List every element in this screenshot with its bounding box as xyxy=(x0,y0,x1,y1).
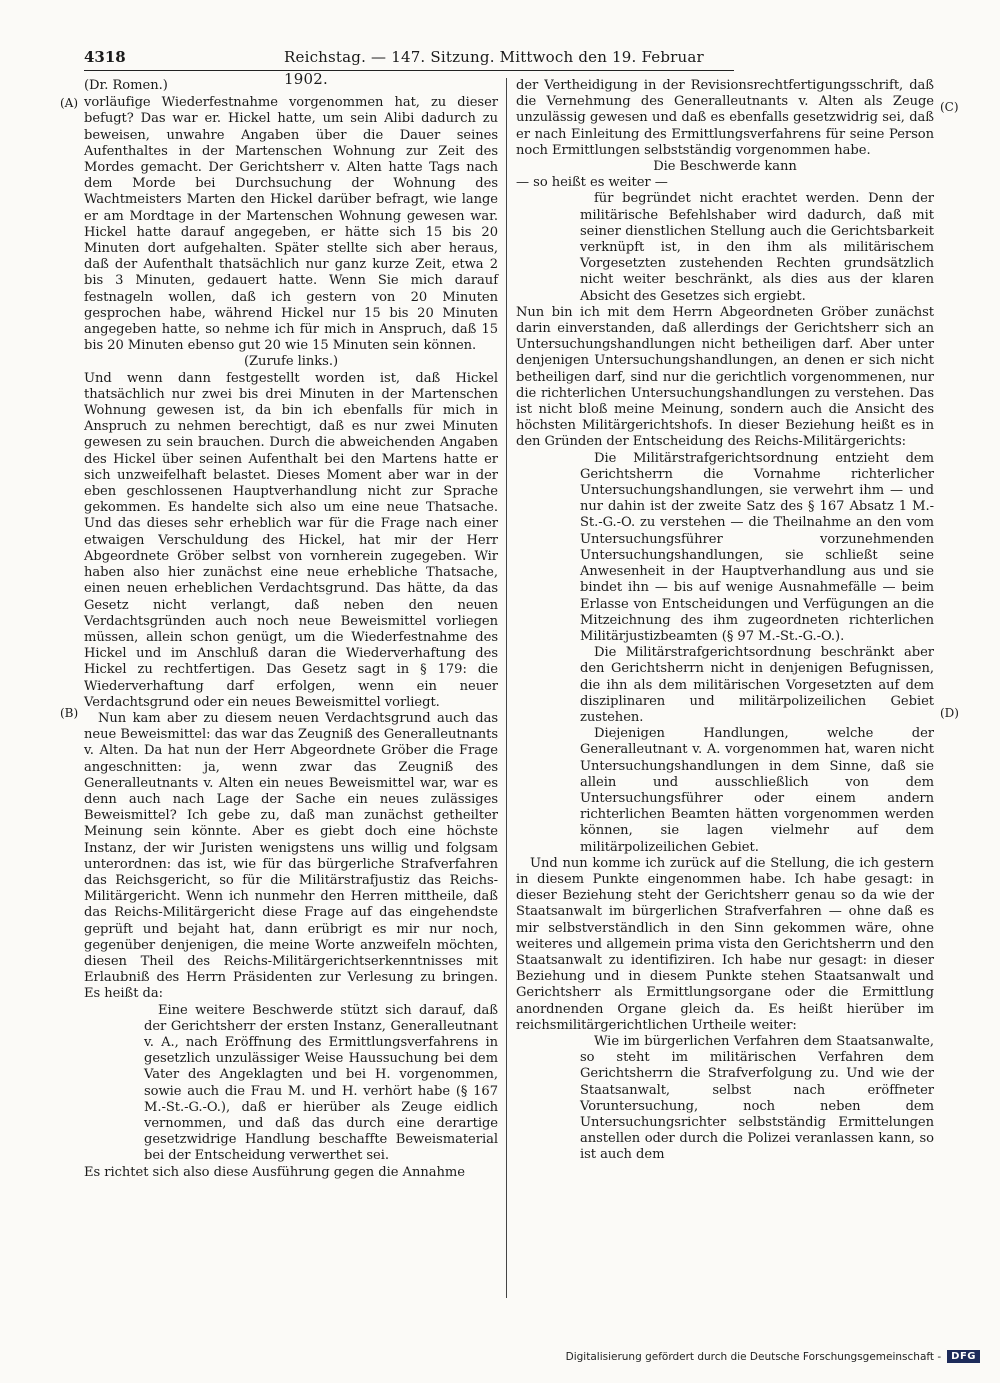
left-column xyxy=(84,78,498,1181)
margin-mark-b: (B) xyxy=(60,706,79,720)
block-quote: Die Militärstrafgerichtsordnung entzieht dem Gerichtsherrn die Vornahme richterlicher Untersuchungshandlungen, sie verwehrt ihm — und nur dahin ist der zweite Satz des § 167 Absatz 1 M.-St.-G.-O. zu verstehen — die Theilnahme an den vom Untersuchungsführer vorzunehmenden Untersuchungshandlungen, sie schließt seine Anwesenheit in der Hauptverhandlung aus und sie bindet ihn — bis auf wenige Ausnahmefälle — beim Erlasse von Entscheidungen und Verfügungen an die Mitzeichnung des ihm zugeordneten richterlichen Militärjustizbeamten (§ 97 M.-St.-G.-O.). xyxy=(580,450,934,644)
block-quote: Wie im bürgerlichen Verfahren dem Staatsanwalte, so steht im militärischen Verfahren dem Gerichtsherrn die Strafverfolgung zu. Und wie der Staatsanwalt, selbst nach eröffneter Voruntersuchung, noch neben dem Untersuchungsrichter selbstständig Ermittelungen anstellen oder durch die Polizei veranlassen kann, so ist auch dem xyxy=(580,1033,934,1163)
page-number: 4318 xyxy=(84,48,126,66)
dfg-logo-icon: DFG xyxy=(947,1350,980,1363)
paragraph: Und wenn dann festgestellt worden ist, daß Hickel thatsächlich nur zwei bis drei Minuten in der Martenschen Wohnung gewesen ist, da bin ich ebenfalls für mich in Anspruch zu nehmen berechtigt, daß es nur zwei Minuten gewesen zu sein brauchen. Durch die abweichenden Angaben des Hickel über seinen Aufenthalt bei den Martens hatte er sich unzweifelhaft belastet. Dieses Moment aber war in der eben geschlossenen Hauptverhandlung nicht zur Sprache gekommen. Es handelte sich also um eine neue Thatsache. Und das dieses sehr erheblich war für die Frage nach einer etwaigen Verschuldung des Hickel, hat mir der Herr Abgeordnete Gröber selbst von vornherein zugegeben. Wir haben also hier zunächst eine neue erhebliche Thatsache, einen neuen erheblichen Verdachtsgrund. Das hätte, da das Gesetz nicht verlangt, daß neben den neuen Verdachtsgründen auch noch neue Beweismittel vorliegen müssen, allein schon genügt, um die Wiederfestnahme des Hickel und im Anschluß daran die Wiederverhaftung des Hickel zu rechtfertigen. Das Gesetz sagt in § 179: die Wiederverhaftung darf erfolgen, wenn ein neuer Verdachtsgrund oder ein neues Beweismittel vorliegt. xyxy=(84,370,498,710)
paragraph: vorläufige Wiederfestnahme vorgenommen hat, zu dieser befugt? Das war er. Hickel hatte, um sein Alibi dadurch zu beweisen, unwahre Angaben über die Dauer seines Aufenthaltes in der Martenschen Wohnung zur Zeit des Mordes gemacht. Der Gerichtsherr v. Alten hatte Tags nach dem Morde bei Durchsuchung der Wohnung des Wachtmeisters Marten den Hickel darüber befragt, wie lange er am Mordtage in der Martenschen Wohnung gewesen war. Hickel hatte darauf angegeben, er hätte sich 15 bis 20 Minuten dort aufgehalten. Später stellte sich aber heraus, daß der Aufenthalt thatsächlich nur ganz kurze Zeit, etwa 2 bis 3 Minuten, gedauert hatte. Wenn Sie mich darauf festnageln wollen, daß ich gestern von 20 Minuten gesprochen habe, während Hickel nur 15 bis 20 Minuten angegeben hatte, so nehme ich für mich in Anspruch, daß 15 bis 20 Minuten ebenso gut 20 wie 15 Minuten sein können. xyxy=(84,95,498,354)
block-quote: Diejenigen Handlungen, welche der Generalleutnant v. A. vorgenommen hat, waren nicht Untersuchungshandlungen in dem Sinne, daß sie allein und ausschließlich von dem Untersuchungsführer oder einem andern richterlichen Beamten hätten vorgenommen werden können, sie lagen vielmehr auf dem militärpolizeilichen Gebiet. xyxy=(580,726,934,855)
running-title: Reichstag. — 147. Sitzung. Mittwoch den 19. Februar 1902. xyxy=(284,48,704,88)
block-quote: Eine weitere Beschwerde stützt sich darauf, daß der Gerichtsherr der ersten Instanz, Generalleutnant v. A., nach Eröffnung des Ermittlungsverfahrens in gesetzlich unzulässiger Weise Haussuchung bei dem Vater des Angeklagten und bei H. vorgenommen, sowie auch die Frau M. und H. verhört habe (§ 167 M.-St.-G.-O.), daß er hierüber als Zeuge eidlich vernommen, und daß das durch eine derartige gesetzwidrige Handlung beschaffte Beweismaterial bei der Entscheidung verwerthet sei. xyxy=(144,1002,498,1164)
paragraph: der Vertheidigung in der Revisionsrechtfertigungsschrift, daß die Vernehmung des Generalleutnants v. Alten als Zeuge unzulässig gewesen und daß es ebenfalls gesetzwidrig sei, daß er nach Einleitung des Ermittlungsverfahrens für seine Person noch Ermittlungen selbstständig vorgenommen habe. xyxy=(516,78,934,158)
column-divider xyxy=(506,78,507,1298)
digitization-credit xyxy=(566,1350,980,1363)
block-quote: für begründet nicht erachtet werden. Denn der militärische Befehlshaber wird dadurch, daß mit seiner dienstlichen Stellung auch die Gerichtsbarkeit verknüpft ist, in den ihm als militärischem Vorgesetzten zustehenden Rechten grundsätzlich nicht weiter beschränkt, als dies aus der klaren Absicht des Gesetzes sich ergiebt. xyxy=(580,191,934,304)
paragraph: — so heißt es weiter — xyxy=(516,175,668,191)
paragraph: Es richtet sich also diese Ausführung gegen die Annahme xyxy=(84,1164,465,1180)
speaker-attribution: (Dr. Romen.) xyxy=(84,78,168,93)
margin-mark-c: (C) xyxy=(940,100,959,114)
credit-text: Digitalisierung gefördert durch die Deutsche Forschungsgemeinschaft - xyxy=(565,1350,942,1363)
right-column xyxy=(516,78,934,1164)
paragraph: Nun kam aber zu diesem neuen Verdachtsgrund auch das neue Beweismittel: das war das Zeugniß des Generalleutnants v. Alten. Da hat nun der Herr Abgeordnete Gröber die Frage angeschnitten: ja, wenn zwar das Zeugniß des Generalleutnants v. Alten ein neues Beweismittel war, war es denn auch nach Lage der Sache ein neues zulässiges Beweismittel? Ich gebe zu, daß man zunächst getheilter Meinung sein könnte. Aber es giebt doch eine höchste Instanz, der wir Juristen wenigstens uns willig und folgsam unterordnen: das ist, wie für das bürgerliche Strafverfahren das Reichsgericht, so für die Militärstrafjustiz das Reichs-Militärgericht. Wenn ich nunmehr den Herren mittheile, daß das Reichs-Militärgericht diese Frage auf das eingehendste geprüft und bejaht hat, dann erübrigt es mir nur noch, gegenüber denjenigen, die meine Worte anzweifeln möchten, diesen Theil des Reichs-Militärgerichtserkenntnisses mit Erlaubniß des Herrn Präsidenten zur Verlesung zu bringen. Es heißt da: xyxy=(84,710,498,1002)
paragraph: Die Beschwerde kann xyxy=(653,159,797,175)
margin-mark-d: (D) xyxy=(940,706,959,720)
margin-mark-a: (A) xyxy=(60,96,79,110)
paragraph: Nun bin ich mit dem Herrn Abgeordneten Gröber zunächst darin einverstanden, daß allerdings der Gerichtsherr sich an Untersuchungshandlungen nicht betheiligen darf. Aber unter denjenigen Untersuchungshandlungen, an denen er sich nicht betheiligen darf, sind nur die gerichtlich vorgenommenen, nur die richterlichen Untersuchungshandlungen zu verstehen. Das ist nicht bloß meine Meinung, sondern auch die Ansicht des höchsten Militärgerichtshofs. In dieser Beziehung heißt es in den Gründen der Entscheidung des Reichs-Militärgerichts: xyxy=(516,304,934,450)
block-quote: Die Militärstrafgerichtsordnung beschränkt aber den Gerichtsherrn nicht in denjenigen Befugnissen, die ihn als dem militärischen Vorgesetzten auf dem disziplinaren und militärpolizeilichen Gebiet zustehen. xyxy=(580,645,934,725)
paragraph: Und nun komme ich zurück auf die Stellung, die ich gestern in diesem Punkte eingenommen habe. Ich habe gesagt: in dieser Beziehung steht der Gerichtsherr genau so da wie der Staatsanwalt im bürgerlichen Strafverfahren — ohne daß es mir selbstverständlich in den Sinn gekommen wäre, ohne weiteres und allgemein prima vista den Gerichtsherrn und den Staatsanwalt zu identifiziren. Ich habe nur gesagt: in dieser Beziehung und in diesem Punkte stehen Staatsanwalt und Gerichtsherr als Ermittlungsorgane oder die Ermittlung anordnenden Organe gleich da. Es heißt hierüber im reichsmilitärgerichtlichen Urtheile weiter: xyxy=(516,855,934,1033)
interjection: (Zurufe links.) xyxy=(243,354,339,370)
